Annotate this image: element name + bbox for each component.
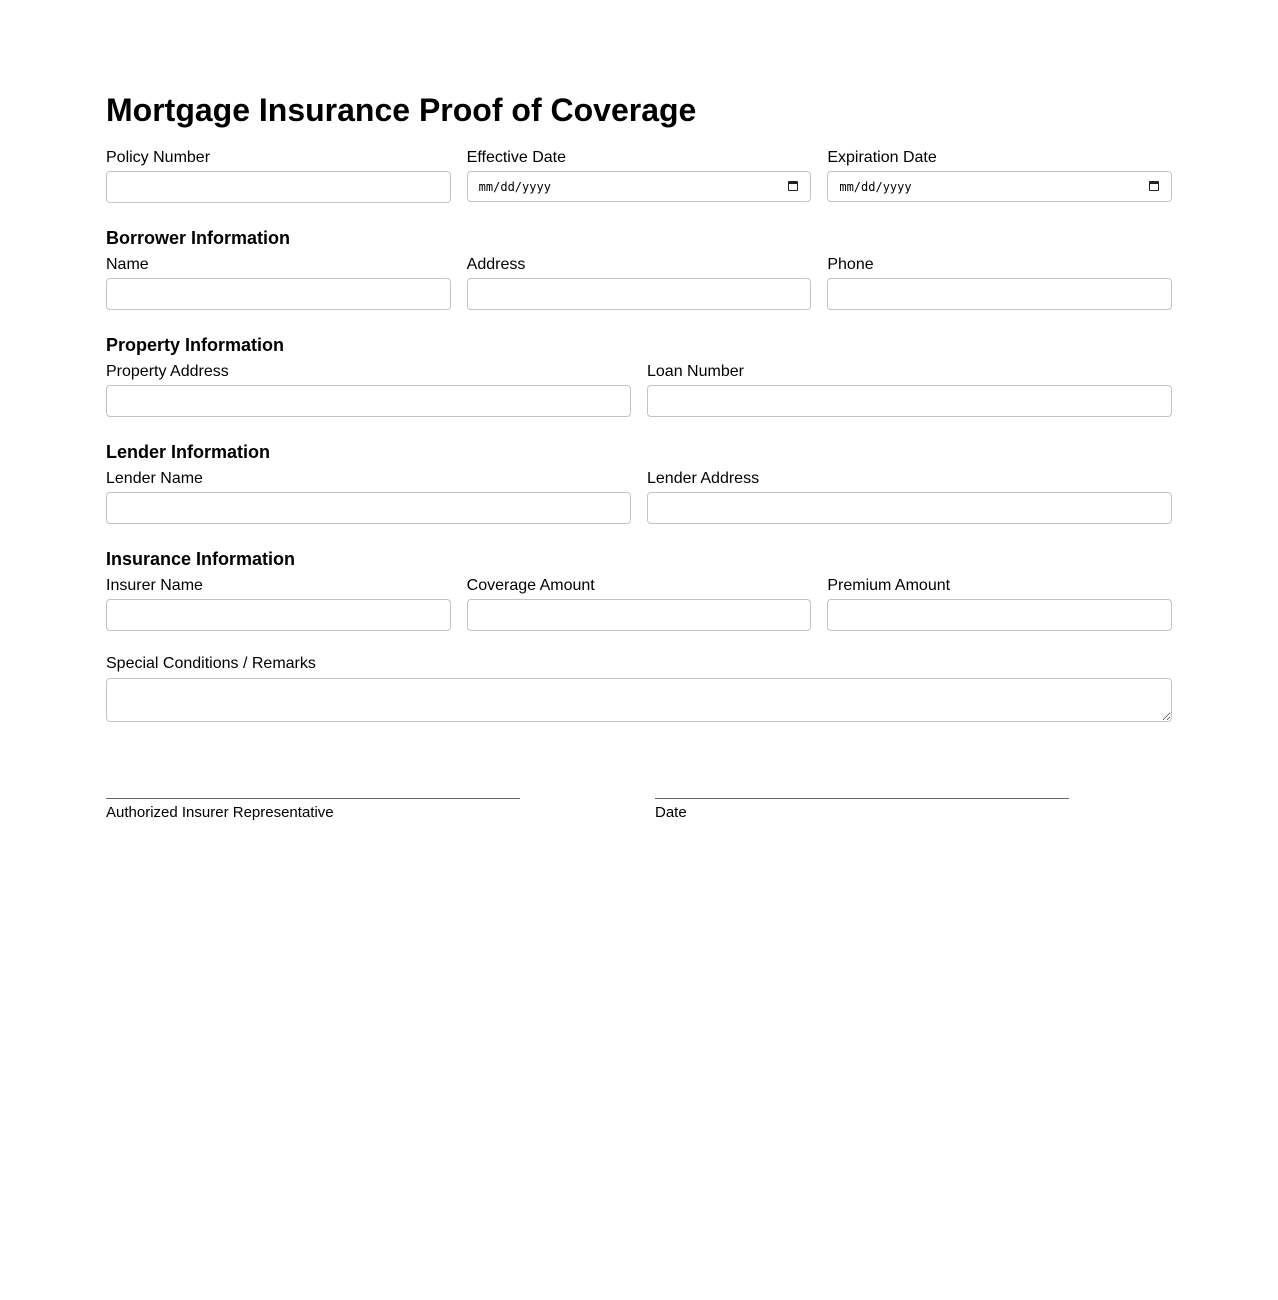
date-caption: Date bbox=[655, 804, 687, 821]
borrower-phone-input[interactable] bbox=[827, 278, 1172, 310]
coverage-amount-input[interactable] bbox=[467, 599, 812, 631]
calendar-icon[interactable] bbox=[788, 181, 798, 191]
borrower-phone-label: Phone bbox=[827, 256, 874, 273]
property-address-field bbox=[106, 363, 631, 417]
representative-signature-block bbox=[106, 798, 520, 821]
borrower-row bbox=[106, 256, 1172, 310]
page-title: Mortgage Insurance Proof of Coverage bbox=[106, 92, 697, 128]
remarks-label: Special Conditions / Remarks bbox=[106, 655, 316, 672]
coverage-amount-field bbox=[467, 577, 812, 631]
lender-name-input[interactable] bbox=[106, 492, 631, 524]
effective-date-input[interactable] bbox=[467, 171, 812, 202]
insurer-name-input[interactable] bbox=[106, 599, 451, 631]
lender-name-field bbox=[106, 470, 631, 524]
lender-section-heading: Lender Information bbox=[106, 442, 271, 462]
borrower-address-field bbox=[467, 256, 812, 310]
loan-number-label: Loan Number bbox=[647, 363, 744, 380]
insurer-name-field bbox=[106, 577, 451, 631]
effective-date-placeholder: mm/dd/yyyy bbox=[478, 179, 551, 194]
insurer-name-label: Insurer Name bbox=[106, 577, 203, 594]
signature-line bbox=[106, 798, 520, 799]
insurance-row bbox=[106, 577, 1172, 631]
representative-caption: Authorized Insurer Representative bbox=[106, 804, 334, 821]
borrower-name-field bbox=[106, 256, 451, 310]
borrower-name-label: Name bbox=[106, 256, 149, 273]
expiration-date-input[interactable] bbox=[827, 171, 1172, 202]
loan-number-field bbox=[647, 363, 1172, 417]
premium-amount-input[interactable] bbox=[827, 599, 1172, 631]
borrower-section-heading: Borrower Information bbox=[106, 228, 291, 248]
effective-date-field bbox=[467, 149, 812, 203]
date-signature-block bbox=[655, 798, 1069, 821]
remarks-textarea[interactable] bbox=[106, 678, 1172, 722]
policy-row bbox=[106, 149, 1172, 203]
borrower-address-input[interactable] bbox=[467, 278, 812, 310]
lender-address-label: Lender Address bbox=[647, 470, 760, 487]
property-section-heading: Property Information bbox=[106, 335, 285, 355]
borrower-name-input[interactable] bbox=[106, 278, 451, 310]
policy-number-input[interactable] bbox=[106, 171, 451, 203]
property-row bbox=[106, 363, 1172, 417]
policy-number-label: Policy Number bbox=[106, 149, 211, 166]
loan-number-input[interactable] bbox=[647, 385, 1172, 417]
premium-amount-label: Premium Amount bbox=[827, 577, 951, 594]
effective-date-label: Effective Date bbox=[466, 149, 566, 166]
expiration-date-label: Expiration Date bbox=[827, 149, 937, 166]
borrower-phone-field bbox=[827, 256, 1172, 310]
expiration-date-placeholder: mm/dd/yyyy bbox=[839, 179, 912, 194]
lender-address-input[interactable] bbox=[647, 492, 1172, 524]
lender-address-field bbox=[647, 470, 1172, 524]
expiration-date-field bbox=[827, 149, 1172, 203]
policy-number-field bbox=[106, 149, 451, 203]
calendar-icon[interactable] bbox=[1149, 181, 1159, 191]
property-address-label: Property Address bbox=[106, 363, 229, 380]
premium-amount-field bbox=[827, 577, 1172, 631]
date-line bbox=[655, 798, 1069, 799]
lender-row bbox=[106, 470, 1172, 524]
insurance-section-heading: Insurance Information bbox=[106, 549, 296, 569]
property-address-input[interactable] bbox=[106, 385, 631, 417]
borrower-address-label: Address bbox=[466, 256, 526, 273]
lender-name-label: Lender Name bbox=[106, 470, 203, 487]
coverage-amount-label: Coverage Amount bbox=[466, 577, 595, 594]
